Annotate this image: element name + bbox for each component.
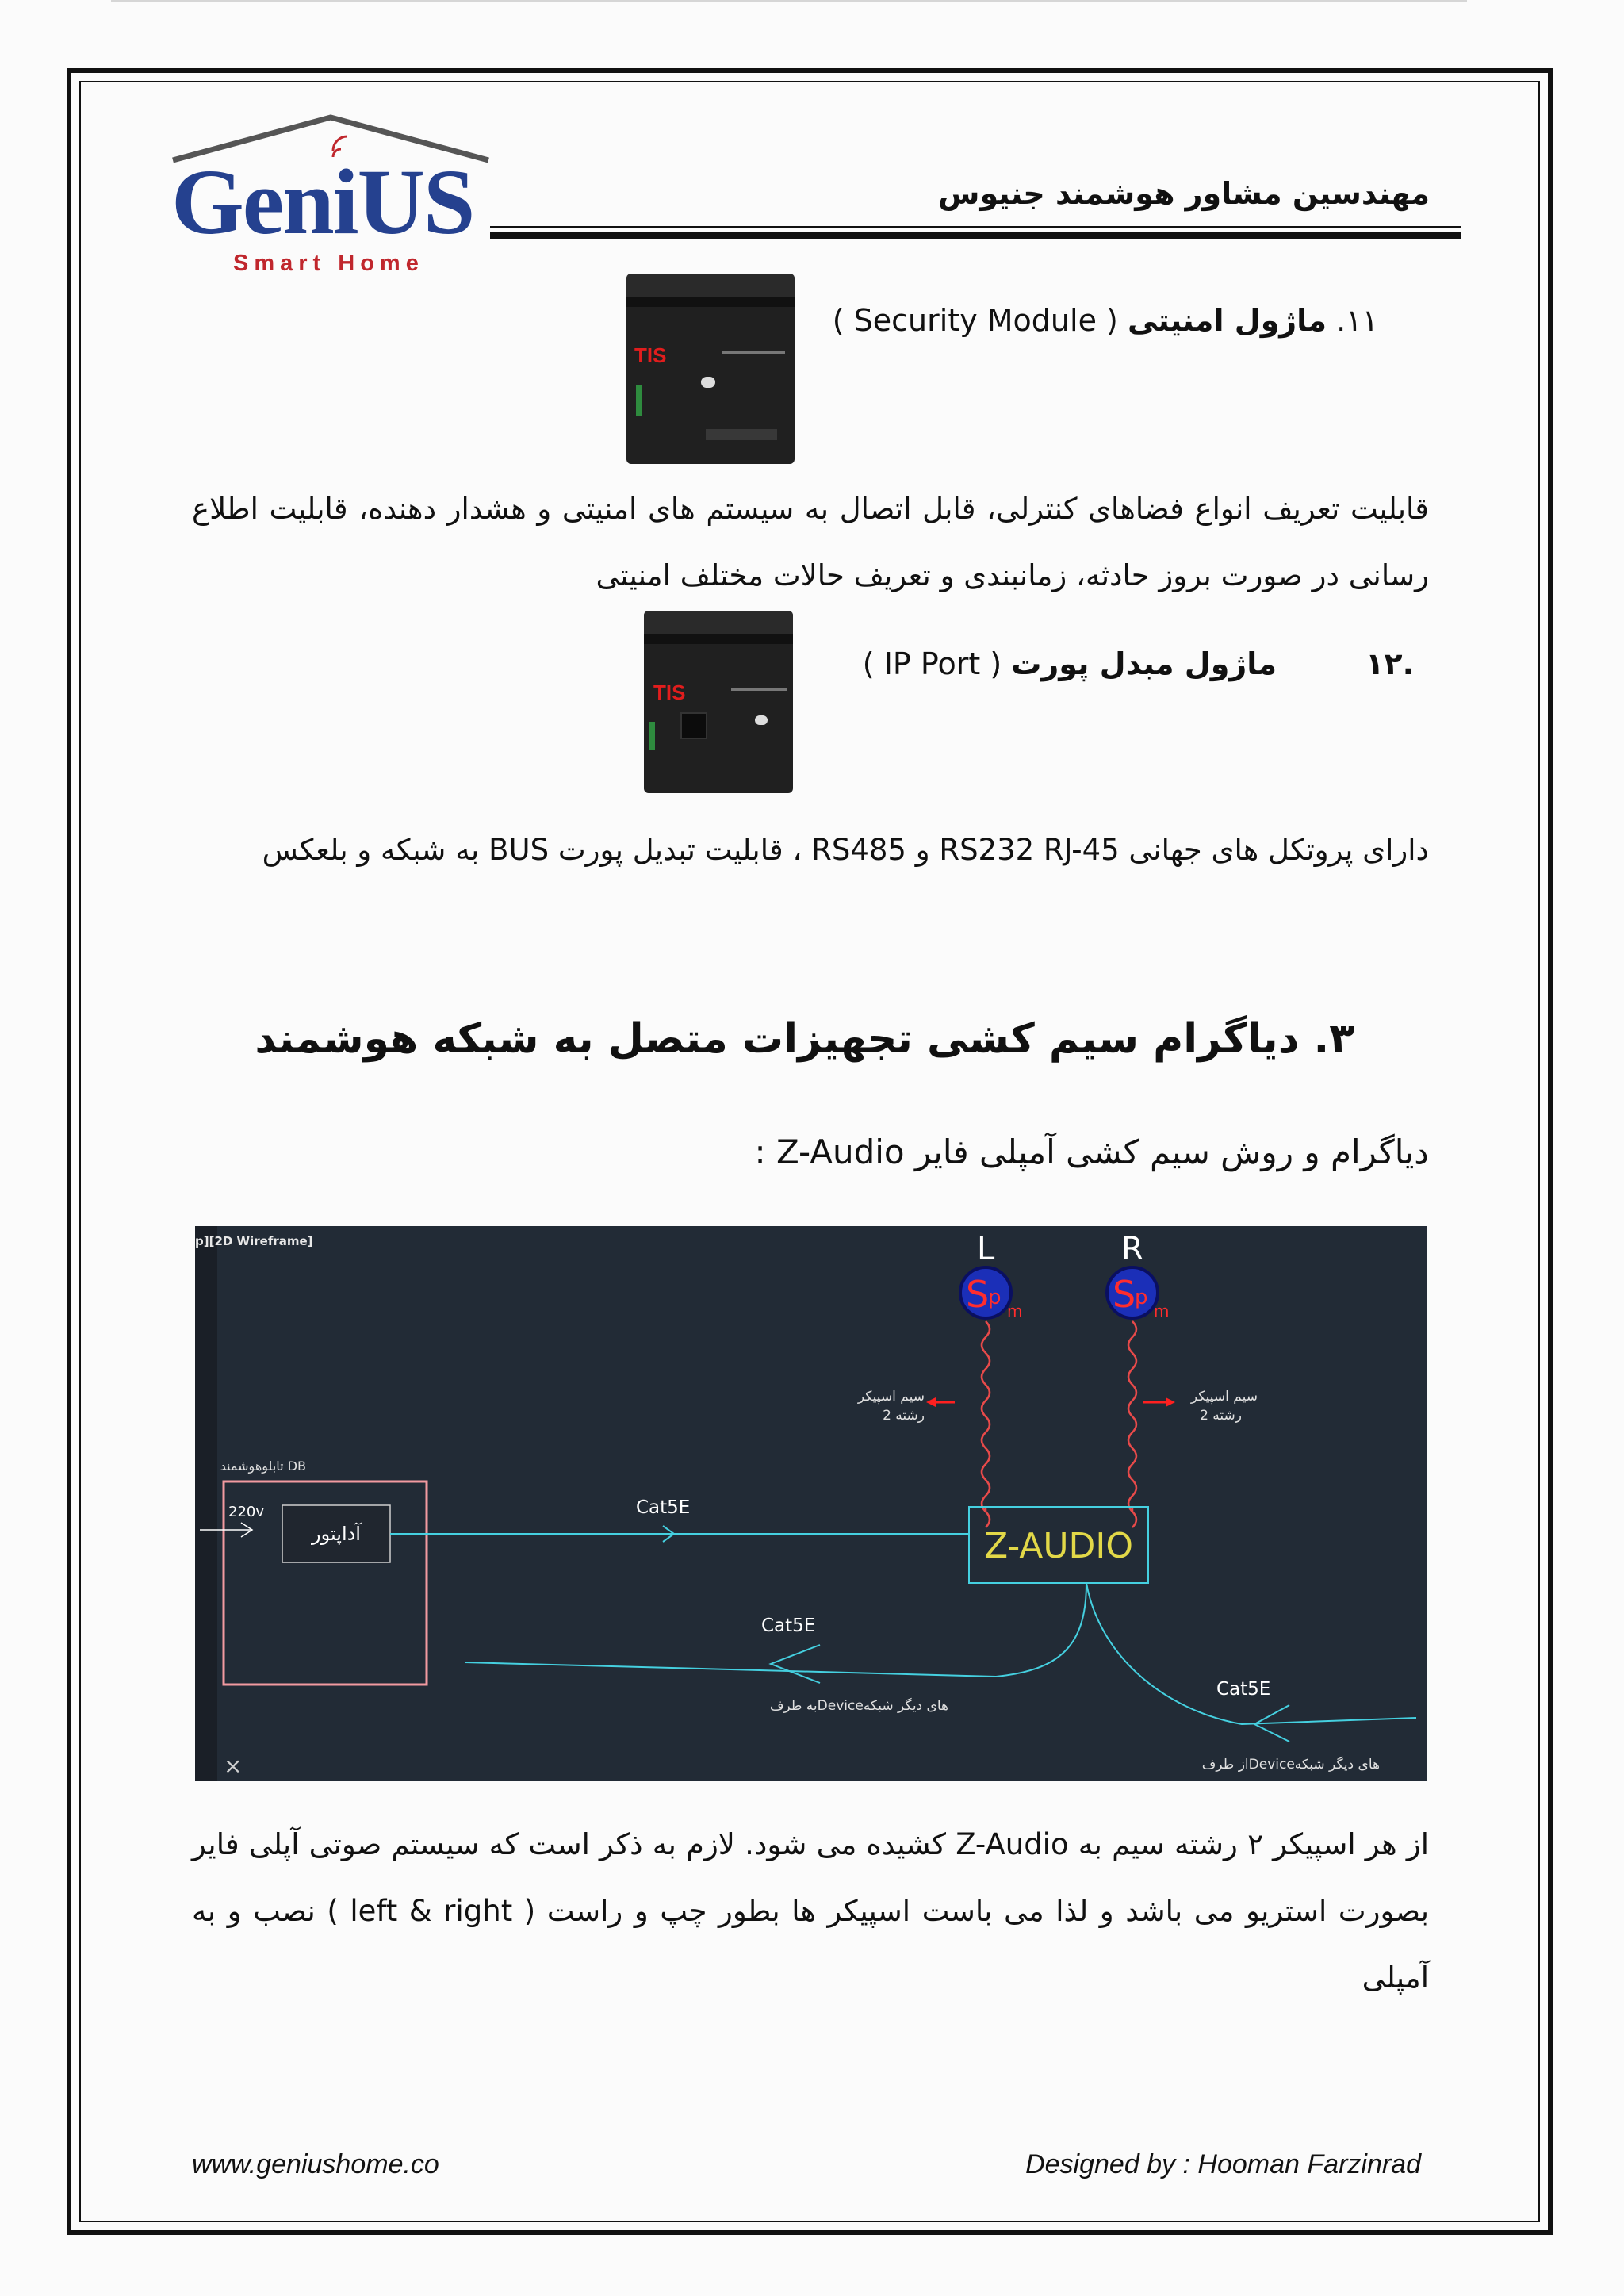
svg-text:S: S <box>1113 1273 1136 1316</box>
svg-text:m: m <box>1007 1301 1023 1320</box>
item-11-subtitle: ( Security Module ) <box>832 303 1118 338</box>
wire-note-left-line2: 2 رشته <box>883 1408 925 1424</box>
logo-wordmark: GeniUS <box>171 150 474 254</box>
ip-port-module-image <box>644 611 793 793</box>
speaker-left-icon <box>960 1267 1022 1320</box>
company-name: مهندسین مشاور هوشمند جنیوس <box>938 176 1430 211</box>
speaker-left-wire <box>982 1321 990 1527</box>
viewport-label: p][2D Wireframe] <box>195 1234 313 1248</box>
close-icon: × <box>224 1753 243 1779</box>
footer-designer: Designed by : Hooman Farzinrad <box>1025 2149 1421 2179</box>
section-subtitle: دیاگرام و روش سیم کشی آمپلی فایر Z-Audio : <box>754 1133 1429 1171</box>
footer-website: www.geniushome.co <box>192 2149 439 2179</box>
item-12-number: .۱۲ <box>1365 646 1414 681</box>
speaker-left-label: L <box>977 1231 995 1267</box>
svg-text:S: S <box>966 1273 990 1316</box>
item-12-description: دارای پروتکل های جهانی RS232 RJ-45 و RS485 ، قابلیت تبدیل پورت BUS به شبکه و بلعکس <box>262 833 1429 867</box>
svg-text:p: p <box>988 1286 1002 1309</box>
from-other-devices-cable <box>1086 1583 1416 1724</box>
device-brand: TIS <box>634 343 667 367</box>
voltage-label: 220v <box>228 1504 265 1520</box>
to-devices-label: به طرفDeviceهای دیگر شبکه <box>769 1698 948 1714</box>
wiring-diagram-svg <box>195 1226 1427 1781</box>
page-top-rule <box>111 0 1467 2</box>
from-devices-label: از طرفDeviceهای دیگر شبکه <box>1201 1757 1380 1773</box>
cat5e-label-top: Cat5E <box>636 1497 691 1518</box>
item-11-heading <box>833 303 1378 338</box>
wiring-diagram <box>195 1226 1427 1781</box>
speaker-right-label: R <box>1121 1231 1143 1267</box>
adapter-label: آداپتور <box>312 1523 361 1545</box>
svg-text:p: p <box>1135 1286 1148 1309</box>
item-12-heading <box>863 646 1414 681</box>
item-11-title: ماژول امنیتی <box>1127 303 1327 338</box>
item-11-number: ۱۱. <box>1336 303 1378 338</box>
db-panel-label: تابلوهوشمند DB <box>220 1458 306 1474</box>
cat5e-label-middle: Cat5E <box>761 1616 816 1636</box>
wire-note-left-line1: سیم اسپیکر <box>857 1389 925 1405</box>
item-12-title: ماژول مبدل پورت <box>1011 646 1277 681</box>
svg-text:m: m <box>1154 1301 1170 1320</box>
item-12-subtitle: ( IP Port ) <box>862 646 1002 681</box>
wire-note-right-line2: 2 رشته <box>1200 1408 1242 1424</box>
genius-logo <box>168 111 493 286</box>
header-rule-bottom <box>490 232 1461 239</box>
header-rule-top <box>490 226 1461 228</box>
security-module-image <box>626 274 795 464</box>
section-title: ۳. دیاگرام سیم کشی تجهیزات متصل به شبکه هوشمند <box>255 1015 1354 1063</box>
speaker-right-wire <box>1128 1321 1136 1527</box>
item-11-description: قابلیت تعریف انواع فضاهای کنترلی، قابل اتصال به سیستم های امنیتی و هشدار دهنده، قابلیت اطلاع رسانی در صورت بروز حادثه، زمانبندی و تعریف حالات مختلف امنیتی <box>192 492 1429 592</box>
logo-subtext: Smart Home <box>233 251 424 276</box>
speaker-right-icon <box>1107 1267 1169 1320</box>
zaudio-label: Z-AUDIO <box>983 1526 1134 1566</box>
wire-note-right-line1: سیم اسپیکر <box>1190 1389 1258 1405</box>
closing-paragraph: از هر اسپیکر ۲ رشته سیم به Z-Audio کشیده می شود. لازم به ذکر است که سیستم صوتی آپلی فایر بصورت استریو می باشد و لذا می باست اسپیکر ها بطور چپ و راست ( left & right ) نصب و به آمپلی <box>192 1827 1430 1995</box>
cat5e-label-bottom: Cat5E <box>1216 1679 1271 1700</box>
device-brand: TIS <box>653 680 686 704</box>
diagram-left-toolbar <box>195 1226 217 1781</box>
